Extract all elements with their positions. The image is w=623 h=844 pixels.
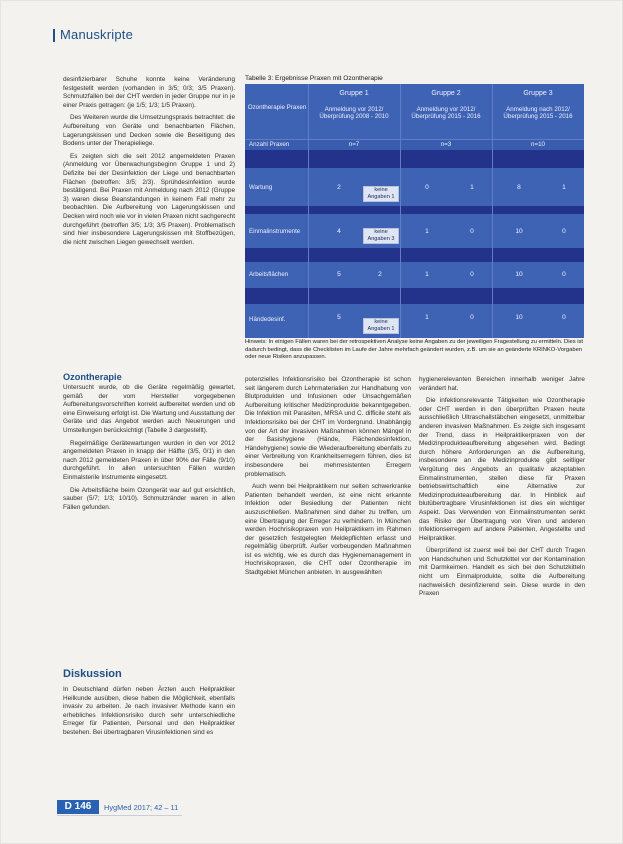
row-value: 5 bbox=[337, 314, 341, 321]
row-value: 2 bbox=[337, 184, 341, 191]
group-header: Gruppe 2 bbox=[431, 90, 461, 97]
count-value: n=10 bbox=[531, 141, 545, 148]
paragraph: Die infektionsrelevante Tätigkeiten wie Ozontherapie oder CHT werden in den überprüften Praxen heute ausschließlich Ultraschallstäbchen eingesetzt, unmittelbar anderen invasiven Maßnahmen. Es zeigte sich insgesamt der Trend, dass in Heilpraktikerpraxen von der Medizinprodukteaufbereitung abgesehen wird. Bedingt durch höhere Anforderungen an die Aufbereitung, insbesondere an die Medizinprodukte gibt seitliger Vergütung des Angebots an qualitativ akzeptablen Einmalinstrumenten, stellen diese für Praxen betriebswirtschaftlich eine Alternative zur Medizinprodukteaufbereitung dar. In Hinblick auf blutübertragbare Virusinfektionen ist dies ein wichtiger Aspekt. Das Verwenden von Einmalinstrumenten senkt das Risiko der Übertragung von Viren und anderen Infektionserregern auf andere Patienten, Angestellte und Heilpraktiker. bbox=[419, 397, 585, 542]
column-1-ozon bbox=[63, 384, 235, 516]
row-value: 1 bbox=[425, 228, 429, 235]
row-value: 0 bbox=[470, 228, 474, 235]
paragraph: In Deutschland dürfen neben Ärzten auch Heilpraktiker Heilkunde ausüben, diese haben die Möglichkeit, ebenfalls invasiv zu arbeiten. Je nach invasiver Methode kann ein erhebliches Infektionsrisiko durch sehr unterschiedliche Erreger für Patienten, Personal und den Heilpraktiker bestehen. Bei übertragbaren Virusinfektionen sind es bbox=[63, 686, 235, 736]
count-value: n=7 bbox=[348, 141, 360, 148]
paragraph: Regelmäßige Gerätewartungen wurden in den vor 2012 angemeldeten Praxen in knapp der Hälfte (3/5, 0/1) in den nach 2012 gemeldeten Praxen in über 90% der Fälle (9/10) durchgeführt. In allen untersuchten Fällen wurden Einmalsterile Instrumente eingesetzt. bbox=[63, 439, 235, 481]
paragraph: Auch wenn bei Heilpraktikern nur selten schwerkranke Patienten behandelt werden, ist eine nicht erkannte Infektion oder Besiedlung der Patienten nicht auszuschließen. Maßnahmen sind daher zu treffen, um eine Übertragung der Erreger zu verhindern. In München werden Hochrisikopraxen von Heilpraktikern im Rahmen der gesetzlich festgelegten Meldepflichten erfasst und regelmäßig überprüft. Außer vorbeugenden Maßnahmen ist es wichtig, wie es durch das Hygienemanagement in Hochrisikopraxen, die CHT oder Ozontherapie im Stadtgebiet München anbieten. In ausgewählten bbox=[245, 483, 411, 577]
header-cell: Ozontherapie Praxen bbox=[247, 104, 307, 111]
paragraph: desinfizierbarer Schuhe konnte keine Veränderung festgestellt werden (vorhanden in 3/5; 0/3; 3/5 Praxen). Schmutzfallen bei der CHT werden in jeder Gruppe nur in je einer Praxis getragen: (je 1/5; 1/3; 1/5 Praxen). bbox=[63, 76, 235, 109]
row-value: 0 bbox=[562, 271, 566, 278]
row-value: 10 bbox=[515, 271, 523, 278]
footer-rule bbox=[57, 815, 182, 816]
no-data-cell: keine Angaben 1 bbox=[363, 186, 399, 202]
no-data-cell: keine Angaben 3 bbox=[363, 228, 399, 244]
paragraph: Überprüfend ist zuerst weil bei der CHT durch Tragen von Handschuhen und Schutzkittel vor der Kontamination mit Darmkeimen. Handelt es sich bei den Schutzkitteln nicht um Einmalprodukte, sollte die Aufbereitung nachweislich desinfizierend sein. Diese wurde in den Praxen bbox=[419, 547, 585, 598]
row-value: 1 bbox=[562, 184, 566, 191]
heading-diskussion: Diskussion bbox=[63, 668, 122, 680]
row-label: Arbeitsflächen bbox=[249, 271, 289, 278]
row-value: 10 bbox=[515, 314, 523, 321]
page-number: D 146 bbox=[57, 800, 99, 814]
paragraph: hygienerelevanten Bereichen innerhalb weniger Jahre verändert hat. bbox=[419, 376, 585, 392]
grid-line bbox=[245, 139, 584, 140]
row-value: 0 bbox=[562, 314, 566, 321]
column-3 bbox=[419, 376, 585, 603]
row-value: 4 bbox=[337, 228, 341, 235]
group-header: Gruppe 3 bbox=[523, 90, 553, 97]
grid-line bbox=[492, 84, 493, 338]
grid-line bbox=[308, 84, 309, 338]
row-value: 1 bbox=[425, 271, 429, 278]
table-note: Hinweis: In einigen Fällen waren bei der retrospektiven Analyse keine Angaben zu der jeweiligen Fragestellung zu ermitteln. Dies ist dadurch bedingt, dass die Checklisten im Laufe der Jahre mehrfach geändert wurden, z.B. um sie an geänderte KRINKO-Vorgaben oder neue Risiken anzupassen. bbox=[245, 339, 584, 361]
table-title: Tabelle 3: Ergebnisse Praxen mit Ozontherapie bbox=[245, 75, 383, 82]
spacer-band bbox=[245, 206, 584, 214]
journal-citation: HygMed 2017; 42 – 11 bbox=[104, 803, 179, 812]
row-value: 1 bbox=[470, 184, 474, 191]
row-value: 0 bbox=[562, 228, 566, 235]
paragraph: potenzielles Infektionsrisiko bei Ozontherapie ist schon seit längerem durch Lehrmaterialien zur Handhabung von Blutprodukten und Infusionen oder Unsachgemäßen Aufbereitung kritischer Medizinprodukte bekanntgegeben. Die Infektion mit Parasiten, MRSA und C. difficile steht als Infektionsrisiko bei der CHT im Vordergrund. Unabhängig von der Art der invasiven Maßnahmen können Mängel in der Basishygiene (Hände, Flächendesinfektion, Händehygiene) sowie die Wiederaufbereitung ebenfalls zu einer Verbreitung von Krankheitserregern führen, dies ist insbesondere bei mehrresistenten Erregern problematisch. bbox=[245, 376, 411, 478]
heading-ozontherapie: Ozontherapie bbox=[63, 372, 122, 382]
grid-line bbox=[400, 84, 401, 338]
results-table bbox=[245, 84, 584, 338]
row-value: 2 bbox=[378, 271, 382, 278]
paragraph: Des Weiteren wurde die Umsetzungspraxis betrachtet: die Aufbereitung von Geräte und benachbarten Flächen, Lagerungskissen und Decken sowie die Beseitigung des Bodens unter der Therapieliege. bbox=[63, 114, 235, 148]
row-label: Einmalinstrumente bbox=[249, 228, 301, 235]
column-1-diskussion bbox=[63, 686, 235, 742]
spacer-band bbox=[245, 248, 584, 262]
row-value: 0 bbox=[425, 184, 429, 191]
row-value: 10 bbox=[515, 228, 523, 235]
count-value: n=3 bbox=[440, 141, 452, 148]
paragraph: Die Arbeitsfläche beim Ozongerät war auf gut ersichtlich, sauber (5/7; 1/3; 10/10). Schmutzränder waren in allen Fällen gefunden. bbox=[63, 486, 235, 511]
column-2 bbox=[245, 376, 411, 582]
row-label: Händedesinf. bbox=[249, 316, 286, 323]
spacer-band bbox=[245, 288, 584, 304]
spacer-band bbox=[245, 150, 584, 168]
row-label: Wartung bbox=[249, 184, 273, 191]
group-subheader: Anmeldung vor 2012/ Überprüfung 2008 - 2010 bbox=[319, 106, 389, 121]
paragraph: Es zeigten sich die seit 2012 angemeldeten Praxen (Anmeldung vor Überwachungsbeginn Gruppe 1 und 2) Defizite bei der Desinfektion der Liege und benachbarten Flächen (betroffen: 3/5; 2/3). Sprühdesinfektion wurde bestätigend. Bei Praxen mit Anmeldung nach 2012 (Gruppe 3) waren diese Beanstandungen in keinem Fall mehr zu beobachten. Die Aufbereitung von Lagerungskissen und Decken wird noch wie vor in vielen Praxen nicht sachgerecht durchgeführt (betroffen 3/5; 1/3; 3/5 Praxen). Problematisch sind hier insbesondere Lagerungskissen mit Stoffbezügen, die nicht zwischen Liegen gewechselt werden. bbox=[63, 152, 235, 246]
row-value: 0 bbox=[470, 314, 474, 321]
section-title: Manuskripte bbox=[60, 27, 134, 42]
column-1-top bbox=[63, 76, 235, 251]
group-subheader: Anmeldung vor 2012/ Überprüfung 2015 - 2016 bbox=[411, 106, 481, 121]
group-header: Gruppe 1 bbox=[339, 90, 369, 97]
no-data-cell: keine Angaben 1 bbox=[363, 318, 399, 334]
row-value: 1 bbox=[425, 314, 429, 321]
row-value: 8 bbox=[517, 184, 521, 191]
row-band bbox=[245, 304, 584, 338]
row-value: 0 bbox=[470, 271, 474, 278]
paragraph: Untersucht wurde, ob die Geräte regelmäßig gewartet, gemäß der vom Hersteller vorgegebenen Aufbereitungsvorschriften korrekt aufbereitet werden und ob eine Einweisung erfolgt ist. Die Wartung und Ausstattung der Geräte und das Angebot werden auch Neuerungen und Umstellungen berücksichtigt (Tabelle 3 dargestellt). bbox=[63, 384, 235, 434]
count-label: Anzahl Praxen bbox=[249, 141, 290, 148]
section-marker bbox=[53, 29, 55, 42]
group-subheader: Anmeldung nach 2012/Überprüfung 2015 - 2016 bbox=[503, 106, 573, 121]
row-value: 5 bbox=[337, 271, 341, 278]
